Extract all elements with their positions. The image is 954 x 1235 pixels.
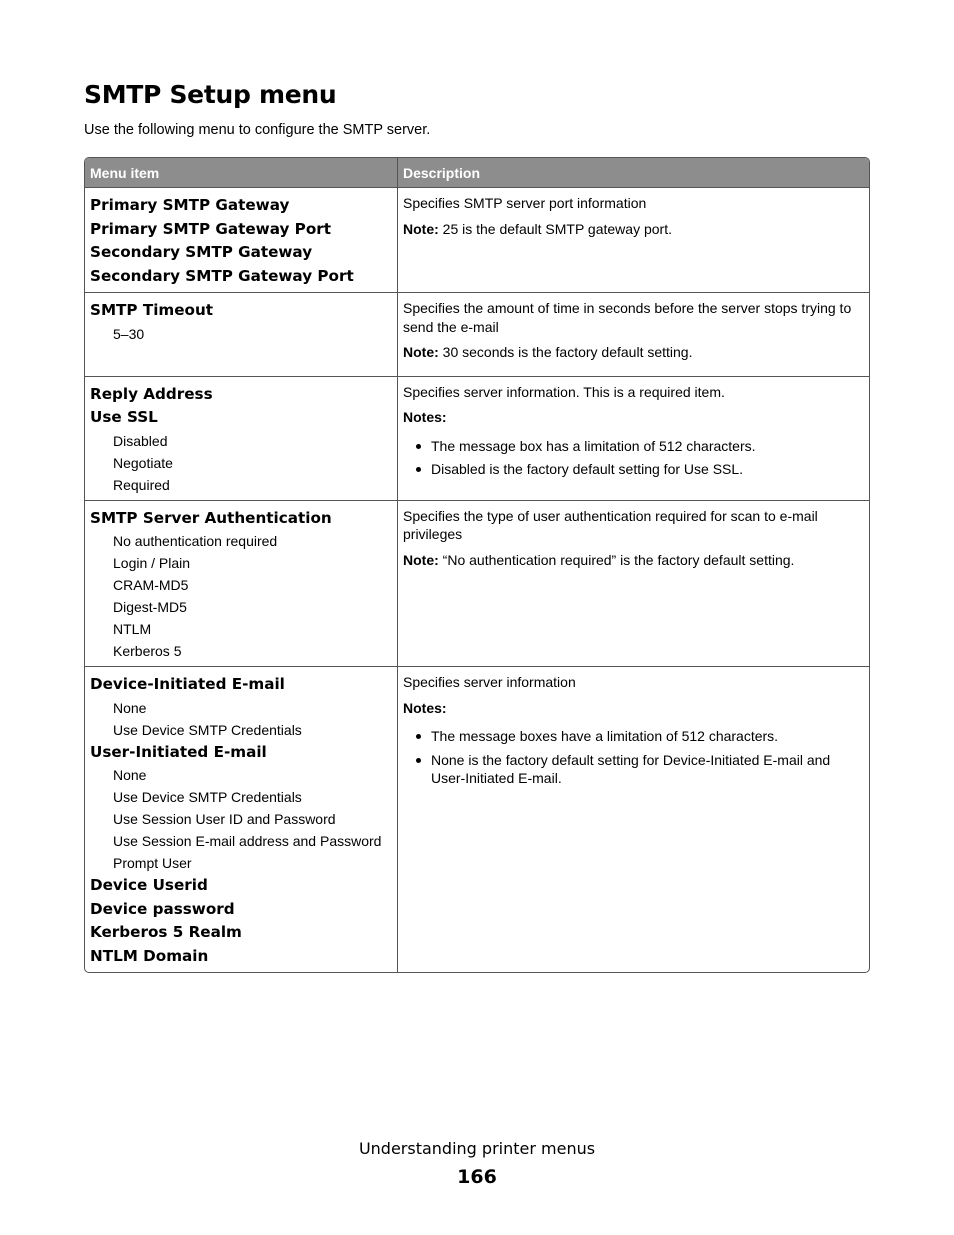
note-text: 25 is the default SMTP gateway port. bbox=[442, 220, 672, 237]
description-text: Specifies the type of user authentication required for scan to e-mail privileges bbox=[403, 507, 818, 542]
table-header-row bbox=[85, 158, 869, 187]
menu-item-option: Negotiate bbox=[113, 454, 173, 471]
menu-item-name: Reply Address bbox=[90, 384, 213, 403]
list-item: None is the factory default setting for Device-Initiated E-mail and User-Initiated E-mail. bbox=[403, 751, 865, 788]
description-cell bbox=[398, 666, 869, 972]
table-row bbox=[85, 376, 869, 500]
note-label: Note: bbox=[403, 551, 439, 568]
menu-item-option: Required bbox=[113, 476, 170, 493]
menu-item-column-header: Menu item bbox=[85, 158, 398, 187]
note-text: 30 seconds is the factory default setting. bbox=[442, 344, 693, 360]
note bbox=[403, 220, 865, 239]
description-text: Specifies server information. This is a required item. bbox=[403, 383, 725, 400]
menu-item-cell bbox=[85, 292, 398, 376]
menu-item-option: Use Device SMTP Credentials bbox=[113, 789, 302, 805]
description-cell bbox=[398, 187, 869, 292]
notes-list bbox=[403, 437, 865, 479]
menu-item-option: Use Device SMTP Credentials bbox=[113, 721, 302, 738]
description-column-header: Description bbox=[398, 158, 869, 187]
table-row bbox=[85, 187, 869, 292]
note bbox=[403, 551, 865, 570]
table-body bbox=[85, 187, 869, 972]
smtp-menu-table bbox=[84, 157, 870, 973]
menu-item-name: SMTP Server Authentication bbox=[90, 508, 332, 527]
description-cell bbox=[398, 292, 869, 376]
menu-item-option: Kerberos 5 bbox=[113, 643, 182, 659]
page-title: SMTP Setup menu bbox=[84, 80, 337, 109]
menu-item-name: Device password bbox=[90, 899, 235, 918]
footer-section-title: Understanding printer menus bbox=[358, 1139, 596, 1158]
menu-item-option: None bbox=[113, 767, 147, 783]
menu-item-name: Secondary SMTP Gateway bbox=[90, 243, 313, 261]
menu-item-name: User-Initiated E-mail bbox=[90, 742, 267, 761]
menu-item-name: SMTP Timeout bbox=[90, 301, 214, 319]
notes-label: Notes: bbox=[403, 699, 447, 716]
menu-item-cell bbox=[85, 500, 398, 667]
table-row bbox=[85, 500, 869, 667]
menu-item-name: Primary SMTP Gateway bbox=[90, 196, 290, 214]
menu-item-option: Digest-MD5 bbox=[113, 599, 187, 615]
table-row bbox=[85, 292, 869, 376]
description-text: Specifies server information bbox=[403, 674, 576, 690]
note-label: Note: bbox=[403, 344, 439, 360]
menu-item-option: None bbox=[113, 699, 147, 716]
menu-item-option: Prompt User bbox=[113, 855, 192, 871]
menu-item-option: 5–30 bbox=[113, 325, 145, 342]
menu-item-name: Use SSL bbox=[90, 408, 158, 426]
intro-text: Use the following menu to configure the SMTP server. bbox=[84, 122, 431, 138]
menu-item-option: NTLM bbox=[113, 621, 152, 637]
menu-item-cell bbox=[85, 666, 398, 972]
notes-label: Notes: bbox=[403, 409, 447, 425]
description-text: Specifies SMTP server port information bbox=[403, 195, 647, 211]
notes-list bbox=[403, 727, 865, 788]
note-label: Note: bbox=[403, 220, 439, 237]
list-item: The message box has a limitation of 512 characters. bbox=[403, 437, 865, 456]
menu-item-option: No authentication required bbox=[113, 533, 278, 549]
menu-item-name: Device Userid bbox=[90, 876, 208, 894]
list-item: Disabled is the factory default setting for Use SSL. bbox=[403, 460, 865, 479]
menu-item-name: Primary SMTP Gateway Port bbox=[90, 219, 331, 238]
menu-item-name: Secondary SMTP Gateway Port bbox=[90, 266, 354, 285]
note-text: “No authentication required” is the factory default setting. bbox=[442, 551, 795, 568]
table-row bbox=[85, 666, 869, 972]
menu-item-name: Device-Initiated E-mail bbox=[90, 675, 285, 693]
description-text: Specifies the amount of time in seconds before the server stops trying to send the e-mail bbox=[403, 300, 852, 335]
menu-item-option: Use Session E-mail address and Password bbox=[113, 833, 382, 849]
note bbox=[403, 343, 865, 362]
menu-item-option: Login / Plain bbox=[113, 555, 191, 571]
description-cell bbox=[398, 376, 869, 500]
menu-item-cell bbox=[85, 376, 398, 500]
menu-item-option: CRAM-MD5 bbox=[113, 577, 189, 593]
menu-item-cell bbox=[85, 187, 398, 292]
description-cell bbox=[398, 500, 869, 667]
page-number: 166 bbox=[457, 1166, 497, 1188]
list-item: The message boxes have a limitation of 512 characters. bbox=[403, 727, 865, 746]
menu-item-option: Use Session User ID and Password bbox=[113, 811, 336, 827]
menu-item-name: NTLM Domain bbox=[90, 946, 209, 965]
menu-item-name: Kerberos 5 Realm bbox=[90, 923, 242, 941]
menu-item-option: Disabled bbox=[113, 432, 168, 449]
